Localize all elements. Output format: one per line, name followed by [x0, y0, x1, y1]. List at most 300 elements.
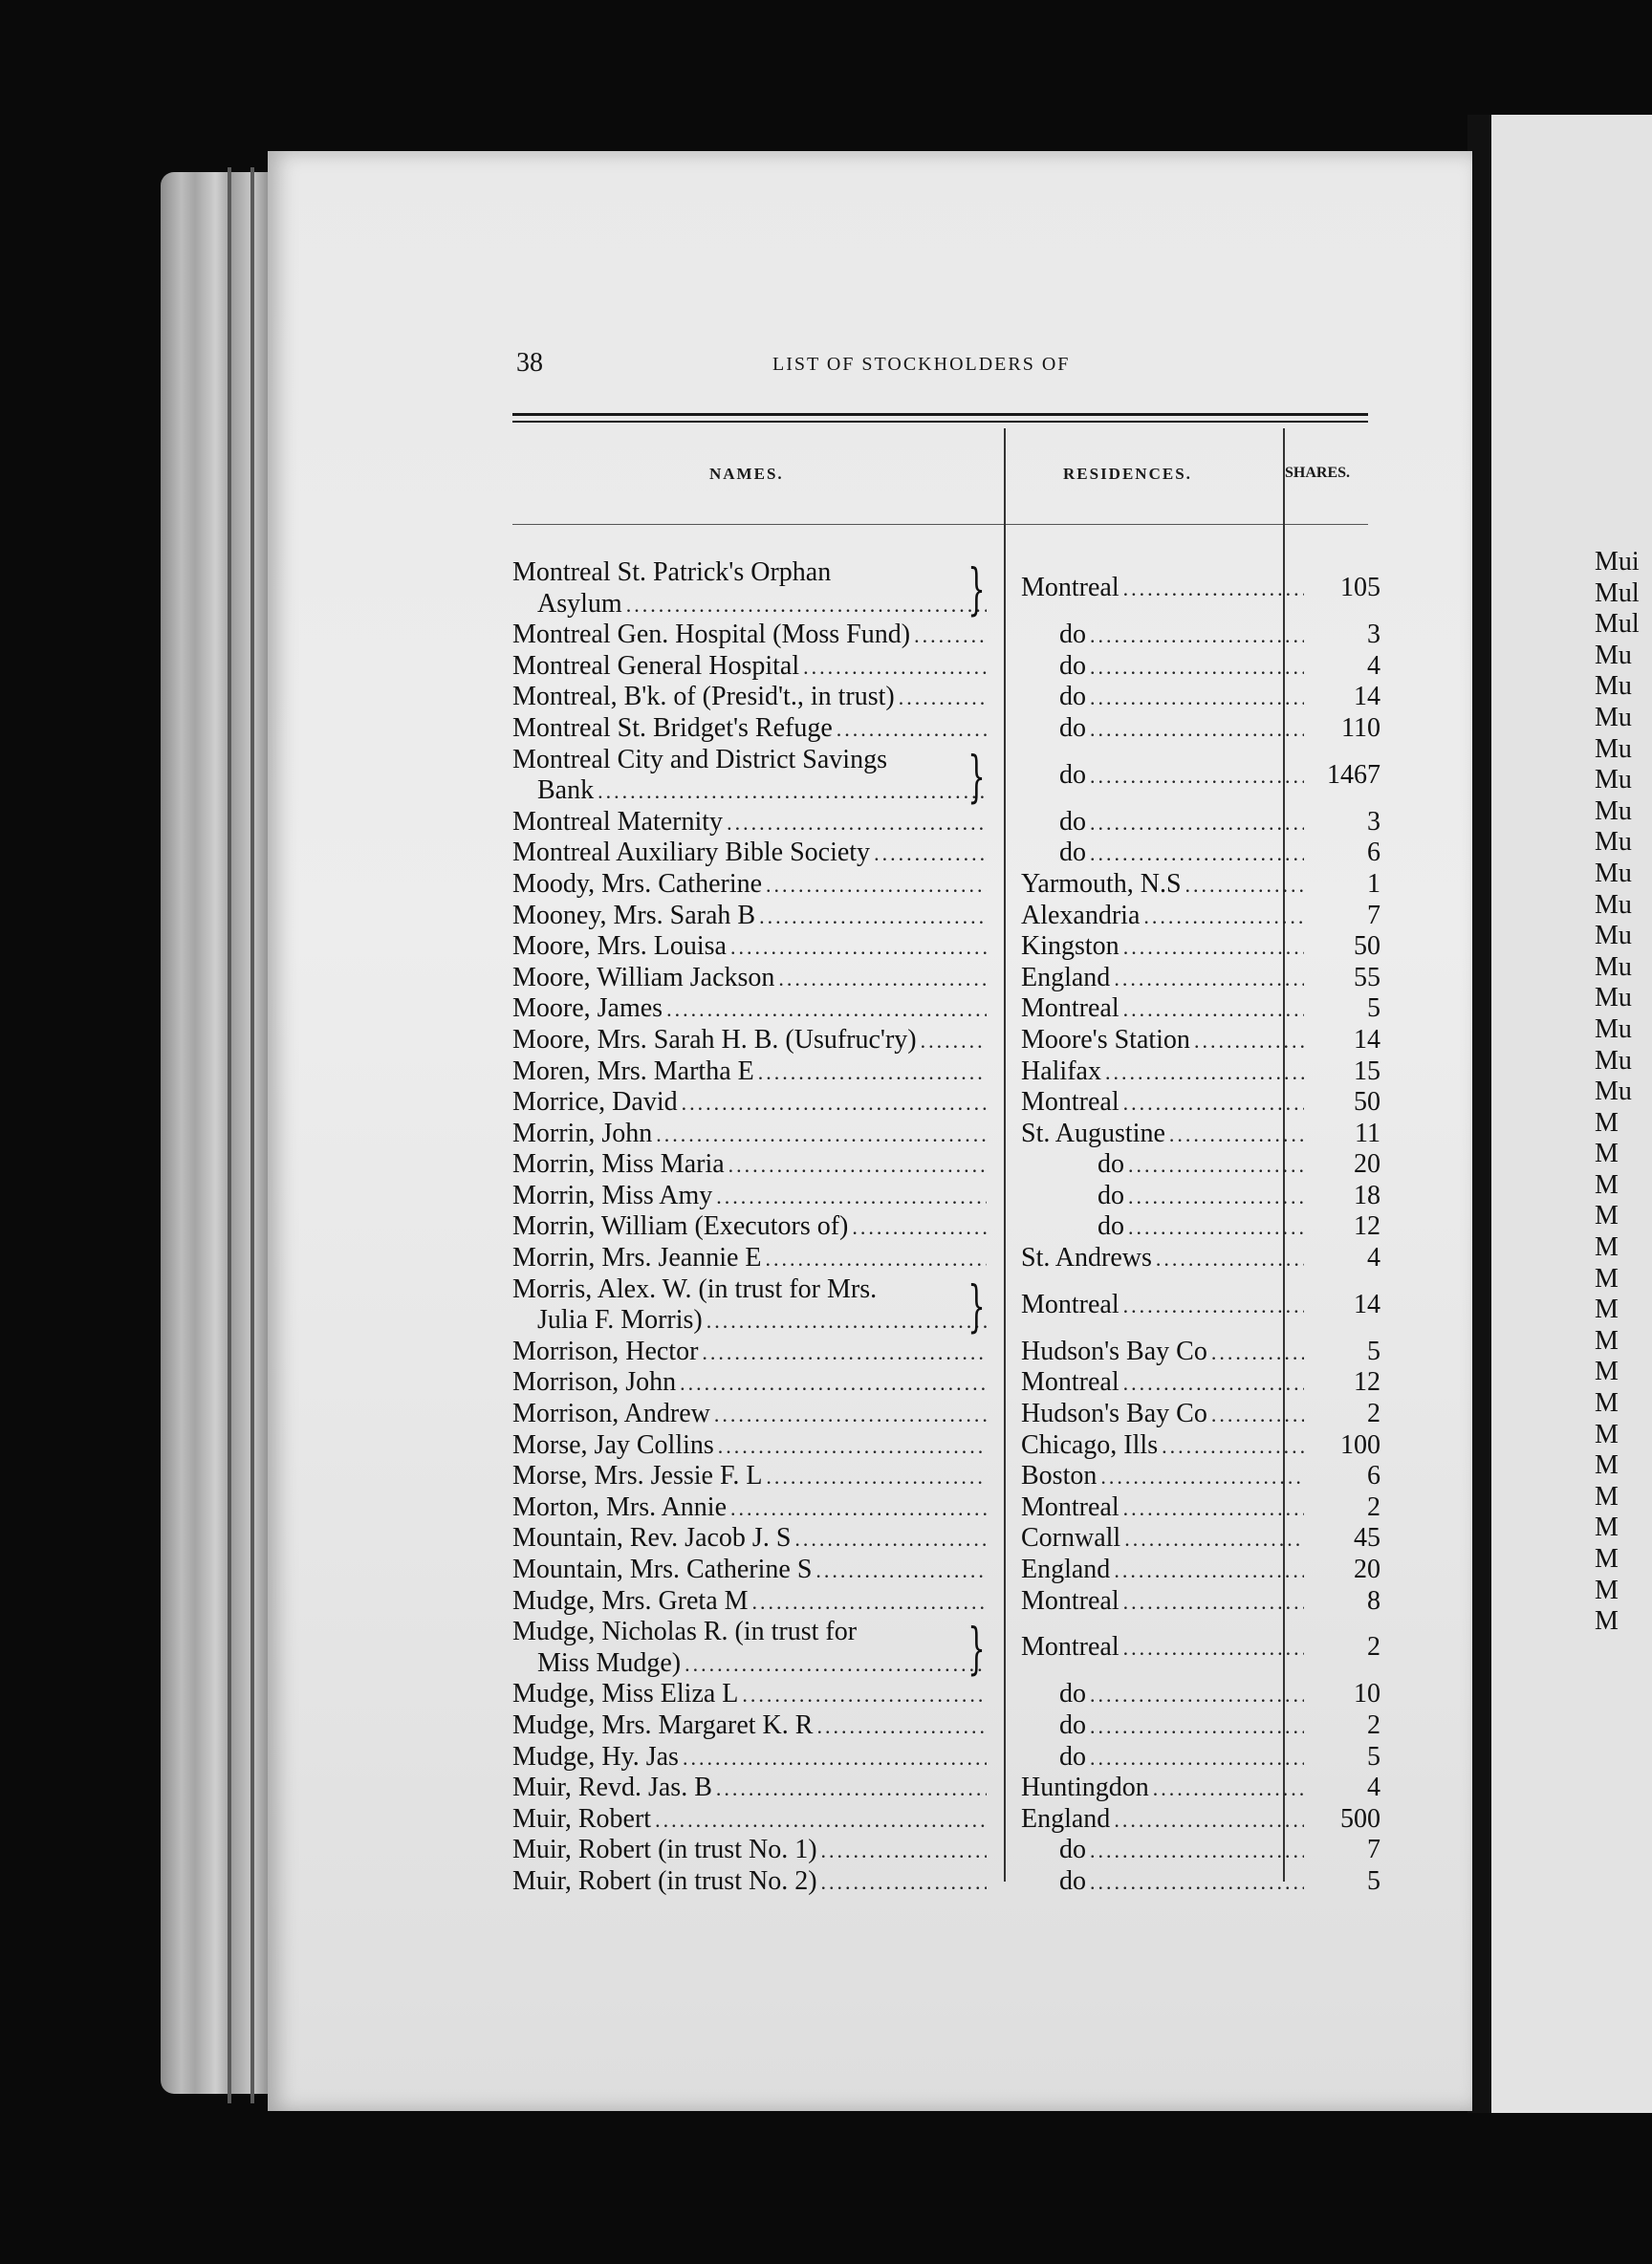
residence-text: Montreal: [1021, 1585, 1119, 1616]
stockholder-name: [512, 1555, 990, 1586]
residence-text: do: [1098, 1149, 1124, 1180]
leader-dots: [655, 1805, 987, 1836]
shares-count: 14: [1354, 1289, 1380, 1319]
residence-text: do: [1059, 1679, 1086, 1709]
table-row: [512, 1274, 1380, 1337]
leader-dots: [921, 1026, 987, 1056]
leader-dots: [914, 620, 987, 651]
leader-dots: [685, 1649, 987, 1680]
residence: [1021, 901, 1308, 932]
shares-count: 50: [1354, 1087, 1380, 1118]
leader-dots: [1123, 1088, 1304, 1119]
facing-page-fragment: Mu: [1595, 1013, 1632, 1044]
stockholder-name: [512, 1430, 990, 1462]
leader-dots: [837, 714, 987, 745]
header-rule-top: [512, 413, 1368, 416]
residence: [1021, 838, 1308, 869]
leader-dots: [766, 870, 987, 901]
shares-count: 1: [1367, 868, 1380, 899]
stockholder-name: [512, 713, 990, 745]
residence-text: Montreal: [1021, 573, 1119, 602]
facing-page-fragment: M: [1595, 1263, 1619, 1294]
residence-text: Yarmouth, N.S: [1021, 868, 1182, 899]
leader-dots: [1194, 1026, 1304, 1056]
table-row: [512, 868, 1380, 901]
residence: [1021, 573, 1308, 604]
name-text: Montreal St. Patrick's Orphan: [512, 557, 832, 587]
name-text: Montreal, B'k. of (Presid't., in trust): [512, 682, 895, 712]
residence: [1021, 713, 1308, 745]
facing-page-fragment: Mu: [1595, 671, 1632, 702]
table-row: [512, 1211, 1380, 1243]
residence: [1021, 1710, 1308, 1742]
residence: [1021, 1025, 1308, 1056]
name-text: Muir, Revd. Jas. B: [512, 1773, 712, 1803]
leader-dots: [821, 1867, 987, 1898]
stockholder-name: [512, 1679, 990, 1710]
leader-dots: [766, 1244, 987, 1274]
residence-text: Halifax: [1021, 1056, 1101, 1086]
facing-page-text: [1595, 547, 1652, 1638]
residence-text: Montreal: [1021, 1491, 1119, 1522]
stockholder-name: [512, 1866, 990, 1898]
brace-glyph: }: [967, 1274, 986, 1337]
leader-dots: [759, 902, 987, 932]
table-row: [512, 1585, 1380, 1618]
facing-page-fragment: Mu: [1595, 765, 1632, 795]
shares-count: 2: [1367, 1632, 1380, 1663]
leader-dots: [1185, 870, 1304, 901]
residence: [1021, 1087, 1308, 1119]
leader-dots: [1153, 1774, 1304, 1804]
shares-count: 105: [1340, 573, 1380, 602]
residence: [1021, 651, 1308, 683]
shares-count: 45: [1354, 1523, 1380, 1554]
table-row: [512, 1865, 1380, 1898]
shares-count: 5: [1367, 1336, 1380, 1366]
table-row: [512, 993, 1380, 1025]
residence: [1021, 1679, 1308, 1710]
leader-dots: [1128, 1212, 1304, 1243]
stockholder-name: [512, 869, 990, 901]
shares-count: 5: [1367, 1741, 1380, 1772]
leader-dots: [718, 1431, 987, 1462]
facing-page-fragment: Mu: [1595, 951, 1632, 982]
shares-count: 4: [1367, 1243, 1380, 1274]
shares-count: 7: [1367, 900, 1380, 930]
residence: [1021, 963, 1308, 994]
table-row: [512, 1835, 1380, 1866]
residence: [1021, 1211, 1308, 1243]
stockholder-name: [512, 1119, 990, 1150]
facing-page-fragment: Mu: [1595, 1077, 1632, 1107]
leader-dots: [1090, 1867, 1304, 1898]
leader-dots: [794, 1524, 987, 1555]
name-text: Moore, Mrs. Louisa: [512, 931, 727, 962]
shares-count: 2: [1367, 1491, 1380, 1522]
leader-dots: [683, 1743, 987, 1774]
table-row: [512, 1336, 1380, 1368]
shares-count: 110: [1341, 712, 1380, 743]
leader-dots: [1100, 1462, 1304, 1492]
stockholder-name: [512, 1181, 990, 1212]
facing-page-fragment: Mu: [1595, 1045, 1632, 1076]
shares-count: 7: [1367, 1835, 1380, 1865]
leader-dots: [1156, 1244, 1304, 1274]
name-text: Morrin, Miss Amy: [512, 1180, 713, 1210]
name-text: Mudge, Mrs. Margaret K. R: [512, 1709, 814, 1740]
page-number: 38: [516, 348, 543, 378]
shares-count: 100: [1340, 1429, 1380, 1460]
residence-text: do: [1059, 620, 1086, 650]
table-row: [512, 1773, 1380, 1804]
table-row: [512, 900, 1380, 932]
residence-text: England: [1021, 962, 1111, 992]
leader-dots: [727, 808, 987, 838]
leader-dots: [1123, 1587, 1304, 1618]
table-row: [512, 1523, 1380, 1555]
residence: [1021, 1492, 1308, 1524]
leader-dots: [682, 1088, 987, 1119]
name-text: Miss Mudge): [537, 1647, 682, 1678]
leader-dots: [1169, 1120, 1304, 1150]
residence: [1021, 1430, 1308, 1462]
name-text: Moody, Mrs. Catherine: [512, 868, 763, 899]
stockholder-name: [512, 1399, 990, 1430]
brace-glyph: }: [967, 557, 986, 620]
name-text: Montreal St. Bridget's Refuge: [512, 712, 833, 743]
residence-text: do: [1059, 1865, 1086, 1896]
brace-glyph: }: [967, 744, 986, 807]
leader-dots: [1090, 1680, 1304, 1710]
facing-page-fragment: M: [1595, 1201, 1619, 1231]
brace-glyph: }: [967, 1617, 986, 1680]
name-text: Mountain, Rev. Jacob J. S: [512, 1523, 792, 1554]
residence-text: do: [1059, 1741, 1086, 1772]
table-row: [512, 744, 1380, 807]
table-row: [512, 1243, 1380, 1274]
leader-dots: [1143, 902, 1304, 932]
stockholder-name: [512, 1710, 990, 1742]
stockholder-name: [512, 620, 990, 651]
table-row: [512, 1803, 1380, 1836]
name-text: Morrice, David: [512, 1087, 678, 1118]
stockholder-name: [512, 1367, 990, 1399]
residence-text: do: [1059, 682, 1086, 712]
residence: [1021, 1367, 1308, 1399]
stockholder-name: [512, 1149, 990, 1181]
stockholder-name: [512, 838, 990, 869]
facing-page-fragment: M: [1595, 1419, 1619, 1449]
stockholder-name: [512, 1586, 990, 1618]
stockholder-name: [512, 1804, 990, 1836]
residence: [1021, 1056, 1308, 1088]
name-text: Moore, James: [512, 993, 663, 1024]
name-text: Montreal Maternity: [512, 806, 724, 837]
residence: [1021, 1866, 1308, 1898]
name-text: Morrin, William (Executors of): [512, 1211, 849, 1242]
name-text: Montreal Auxiliary Bible Society: [512, 838, 871, 868]
column-header-rule: [512, 524, 1368, 525]
facing-page-fragment: M: [1595, 1169, 1619, 1200]
name-text: Morrin, Miss Maria: [512, 1149, 725, 1180]
table-row: [512, 1709, 1380, 1742]
table-row: [512, 712, 1380, 745]
leader-dots: [1090, 1743, 1304, 1774]
residence-text: do: [1059, 1835, 1086, 1865]
header-rule-bottom: [512, 421, 1368, 423]
table-row: [512, 1461, 1380, 1492]
leader-dots: [1123, 932, 1304, 963]
stockholder-name: [512, 1773, 990, 1804]
table-row: [512, 1180, 1380, 1212]
residence: [1021, 620, 1308, 651]
residence: [1021, 1243, 1308, 1274]
residence: [1021, 1399, 1308, 1430]
residence: [1021, 1461, 1308, 1492]
stockholder-name: [512, 1492, 990, 1524]
name-text: Moore, Mrs. Sarah H. B. (Usufruc'ry): [512, 1024, 917, 1055]
residence-text: Hudson's Bay Co: [1021, 1399, 1207, 1429]
residence-text: do: [1059, 650, 1086, 681]
shares-count: 15: [1354, 1056, 1380, 1086]
stockholder-name: [512, 1742, 990, 1774]
shares-count: 4: [1367, 650, 1380, 681]
leader-dots: [1105, 1057, 1304, 1088]
table-row: [512, 1024, 1380, 1056]
name-text: Muir, Robert (in trust No. 2): [512, 1865, 817, 1896]
facing-page-fragment: Mu: [1595, 733, 1632, 764]
facing-page-fragment: M: [1595, 1232, 1619, 1263]
facing-page-fragment: M: [1595, 1107, 1619, 1138]
table-row: [512, 962, 1380, 994]
residence: [1021, 1742, 1308, 1774]
residence: [1021, 1290, 1308, 1321]
name-text: Muir, Robert: [512, 1803, 652, 1834]
stockholder-name: [512, 557, 990, 620]
name-text: Montreal City and District Savings: [512, 744, 887, 774]
stockholder-name: [512, 745, 990, 807]
name-text: Montreal Gen. Hospital (Moss Fund): [512, 620, 911, 650]
shares-count: 3: [1367, 806, 1380, 837]
shares-count: 3: [1367, 620, 1380, 650]
residence-text: Montreal: [1021, 1289, 1119, 1319]
table-row: [512, 1617, 1380, 1680]
leader-dots: [1114, 1556, 1304, 1586]
stockholder-name: [512, 651, 990, 683]
column-header-shares: SHARES.: [1285, 465, 1351, 481]
residence-text: do: [1098, 1180, 1124, 1210]
table-row: [512, 1491, 1380, 1524]
residence: [1021, 682, 1308, 713]
shares-count: 20: [1354, 1555, 1380, 1584]
shares-count: 14: [1354, 1024, 1380, 1055]
name-text: Morrison, Hector: [512, 1336, 699, 1366]
facing-page-fragment: M: [1595, 1481, 1619, 1512]
residence: [1021, 1586, 1308, 1618]
stockholder-name: [512, 1056, 990, 1088]
facing-page-fragment: M: [1595, 1575, 1619, 1605]
stockholder-name: [512, 1087, 990, 1119]
leader-dots: [728, 1150, 987, 1181]
shares-count: 5: [1367, 1865, 1380, 1896]
facing-page-fragment: M: [1595, 1544, 1619, 1574]
table-row: [512, 1741, 1380, 1774]
name-text: Asylum: [537, 588, 622, 619]
residence: [1021, 1181, 1308, 1212]
name-text: Morrison, John: [512, 1367, 677, 1398]
shares-count: 8: [1367, 1585, 1380, 1616]
leader-dots: [702, 1338, 987, 1368]
residence: [1021, 1149, 1308, 1181]
running-head: LIST OF STOCKHOLDERS OF: [772, 354, 1071, 375]
facing-page-fragment: M: [1595, 1388, 1619, 1419]
table-row: [512, 1118, 1380, 1150]
shares-count: 5: [1367, 993, 1380, 1024]
shares-count: 12: [1354, 1211, 1380, 1242]
residence-text: Cornwall: [1021, 1523, 1121, 1554]
residence: [1021, 1632, 1308, 1664]
shares-count: 1467: [1327, 759, 1380, 790]
leader-dots: [1123, 1291, 1304, 1321]
table-row: [512, 838, 1380, 869]
facing-page-fragment: Mu: [1595, 858, 1632, 888]
name-text: Morse, Mrs. Jessie F. L: [512, 1461, 763, 1491]
leader-dots: [706, 1306, 987, 1337]
facing-page-fragment: M: [1595, 1325, 1619, 1356]
shares-count: 11: [1355, 1118, 1380, 1148]
shares-count: 4: [1367, 1773, 1380, 1803]
residence: [1021, 1773, 1308, 1804]
residence-text: Moore's Station: [1021, 1024, 1190, 1055]
residence-text: do: [1059, 759, 1086, 790]
residence-text: do: [1059, 838, 1086, 868]
leader-dots: [1090, 683, 1304, 713]
leader-dots: [656, 1120, 987, 1150]
name-text: Bank: [537, 775, 595, 806]
table-row: [512, 1679, 1380, 1710]
residence: [1021, 807, 1308, 838]
leader-dots: [758, 1057, 987, 1088]
shares-count: 10: [1354, 1679, 1380, 1709]
stockholder-name: [512, 1025, 990, 1056]
name-text: Mudge, Hy. Jas: [512, 1741, 679, 1772]
residence-text: Chicago, Ills: [1021, 1429, 1159, 1460]
leader-dots: [1090, 761, 1304, 792]
facing-page-fragment: Mu: [1595, 795, 1632, 826]
book-page-edges: [161, 172, 275, 2094]
table-row: [512, 557, 1380, 620]
residence-text: Montreal: [1021, 1087, 1119, 1118]
residence: [1021, 1337, 1308, 1368]
residence-text: do: [1059, 1709, 1086, 1740]
stockholder-name: [512, 1835, 990, 1866]
leader-dots: [1123, 994, 1304, 1025]
shares-count: 55: [1354, 962, 1380, 992]
leader-dots: [716, 1182, 987, 1212]
residence-text: England: [1021, 1555, 1111, 1584]
leader-dots: [1090, 652, 1304, 683]
facing-page-fragment: Mu: [1595, 702, 1632, 732]
leader-dots: [714, 1400, 987, 1430]
name-text: Morrin, John: [512, 1118, 653, 1148]
shares-count: 12: [1354, 1367, 1380, 1398]
residence: [1021, 993, 1308, 1025]
residence-text: St. Andrews: [1021, 1243, 1152, 1274]
leader-dots: [899, 683, 987, 713]
leader-dots: [821, 1836, 987, 1866]
name-text: Moore, William Jackson: [512, 962, 775, 992]
leader-dots: [598, 776, 987, 807]
residence-text: England: [1021, 1803, 1111, 1834]
table-row: [512, 931, 1380, 963]
shares-count: 50: [1354, 931, 1380, 962]
leader-dots: [1090, 1836, 1304, 1866]
facing-page-fragment: Mul: [1595, 577, 1640, 608]
edge-line: [228, 167, 231, 2103]
leader-dots: [1124, 1524, 1304, 1555]
facing-page-fragment: M: [1595, 1450, 1619, 1481]
facing-page-fragment: Mu: [1595, 983, 1632, 1013]
leader-dots: [680, 1368, 987, 1399]
table-row: [512, 1399, 1380, 1430]
facing-page-fragment: Mu: [1595, 827, 1632, 858]
leader-dots: [1128, 1150, 1304, 1181]
leader-dots: [803, 652, 987, 683]
facing-page-fragment: M: [1595, 1357, 1619, 1387]
shares-count: 14: [1354, 682, 1380, 712]
leader-dots: [766, 1462, 987, 1492]
leader-dots: [1123, 1368, 1304, 1399]
stockholder-name: [512, 963, 990, 994]
residence: [1021, 1555, 1308, 1586]
leader-dots: [1090, 714, 1304, 745]
leader-dots: [730, 1493, 987, 1524]
residence-text: Huntingdon: [1021, 1773, 1149, 1803]
shares-count: 6: [1367, 1461, 1380, 1491]
residence: [1021, 1804, 1308, 1836]
stockholder-name: [512, 901, 990, 932]
facing-page-fragment: Mu: [1595, 921, 1632, 951]
name-text: Mudge, Miss Eliza L: [512, 1679, 739, 1709]
stockholder-table: [512, 557, 1380, 1898]
stockholder-name: [512, 1211, 990, 1243]
leader-dots: [1090, 1711, 1304, 1742]
stockholder-name: [512, 807, 990, 838]
stockholder-name: [512, 1337, 990, 1368]
leader-dots: [1123, 574, 1304, 604]
leader-dots: [1090, 838, 1304, 869]
name-text: Morton, Mrs. Annie: [512, 1491, 727, 1522]
residence: [1021, 1835, 1308, 1866]
residence-text: Montreal: [1021, 1367, 1119, 1398]
leader-dots: [778, 964, 987, 994]
shares-count: 6: [1367, 838, 1380, 868]
residence-text: do: [1059, 712, 1086, 743]
shares-count: 500: [1340, 1803, 1380, 1834]
name-text: Julia F. Morris): [537, 1305, 703, 1336]
stockholder-name: [512, 1243, 990, 1274]
name-text: Mudge, Mrs. Greta M: [512, 1585, 749, 1616]
residence-text: Hudson's Bay Co: [1021, 1336, 1207, 1366]
table-row: [512, 1149, 1380, 1181]
facing-page-fragment: Mu: [1595, 889, 1632, 920]
table-row: [512, 806, 1380, 838]
table-row: [512, 1555, 1380, 1586]
facing-page-fragment: Mul: [1595, 609, 1640, 640]
stockholder-name: [512, 993, 990, 1025]
name-text: Morrin, Mrs. Jeannie E: [512, 1243, 762, 1274]
